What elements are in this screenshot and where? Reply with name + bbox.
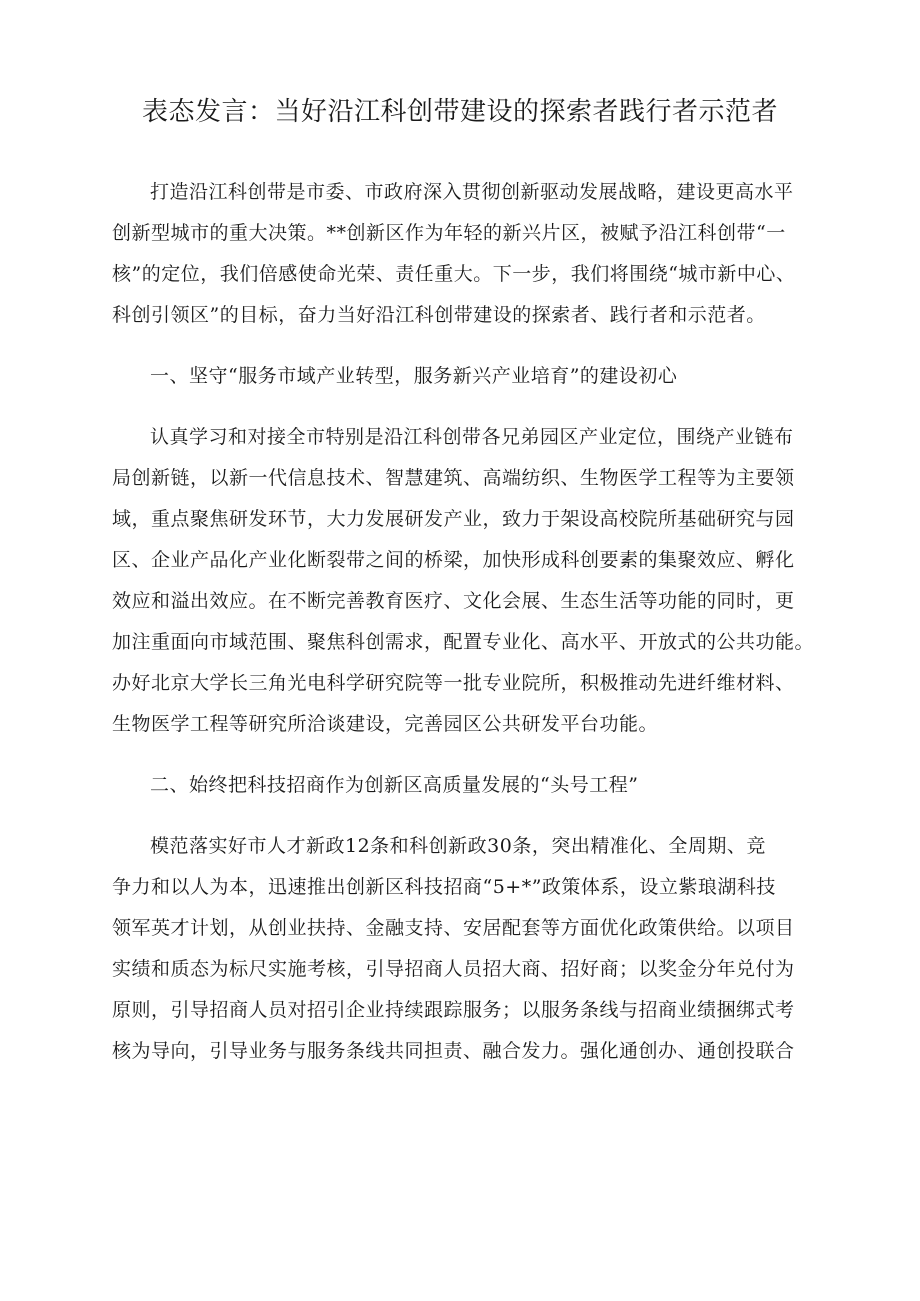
text-line: 模范落实好市人才新政12条和科创新政30条，突出精准化、全周期、竞 [150,835,766,857]
text-line: 领军英才计划，从创业扶持、金融支持、安居配套等方面优化政策供给。以项目 [112,917,795,939]
text-line: 实绩和质态为标尺实施考核，引导招商人员招大商、招好商；以奖金分年兑付为 [112,958,795,980]
text-line: 核为导向，引导业务与服务条线共同担责、融合发力。强化通创办、通创投联合 [112,1040,795,1062]
text-line: 创新型城市的重大决策。**创新区作为年轻的新兴片区，被赋予沿江科创带“一 [112,222,786,244]
text-line: 办好北京大学长三角光电科学研究院等一批专业院所，积极推动先进纤维材料、 [112,672,795,694]
section-2-paragraph [112,826,812,1072]
text-line: 原则，引导招商人员对招引企业持续跟踪服务；以服务条线与招商业绩捆绑式考 [112,999,795,1021]
text-line: 打造沿江科创带是市委、市政府深入贯彻创新驱动发展战略，建设更高水平 [150,181,794,203]
text-line: 核”的定位，我们倍感使命光荣、责任重大。下一步，我们将围绕“城市新中心、 [112,263,796,285]
text-line: 局创新链，以新一代信息技术、智慧建筑、高端纺织、生物医学工程等为主要领 [112,467,795,489]
text-line: 域，重点聚焦研发环节，大力发展研发产业，致力于架设高校院所基础研究与园 [112,508,795,530]
text-line: 科创引领区”的目标，奋力当好沿江科创带建设的探索者、践行者和示范者。 [112,304,766,326]
text-line: 生物医学工程等研究所洽谈建设，完善园区公共研发平台功能。 [112,713,659,735]
text-line: 区、企业产品化产业化断裂带之间的桥梁，加快形成科创要素的集聚效应、孵化 [112,549,795,571]
intro-paragraph [112,172,812,336]
text-line: 争力和以人为本，迅速推出创新区科技招商“5+*”政策体系，设立紫琅湖科技 [112,876,776,898]
document-title: 表态发言：当好沿江科创带建设的探索者践行者示范者 [141,97,778,127]
text-line: 效应和溢出效应。在不断完善教育医疗、文化会展、生态生活等功能的同时，更 [112,590,795,612]
section-2-heading: 二、始终把科技招商作为创新区高质量发展的“头号工程” [150,774,639,796]
text-line: 认真学习和对接全市特别是沿江科创带各兄弟园区产业定位，围绕产业链布 [150,426,794,448]
document-body [112,172,815,1092]
section-1-paragraph [112,417,815,745]
text-line: 加注重面向市域范围、聚焦科创需求，配置专业化、高水平、开放式的公共功能。 [112,631,815,653]
section-1-heading: 一、坚守“服务市域产业转型，服务新兴产业培育”的建设初心 [150,365,678,387]
